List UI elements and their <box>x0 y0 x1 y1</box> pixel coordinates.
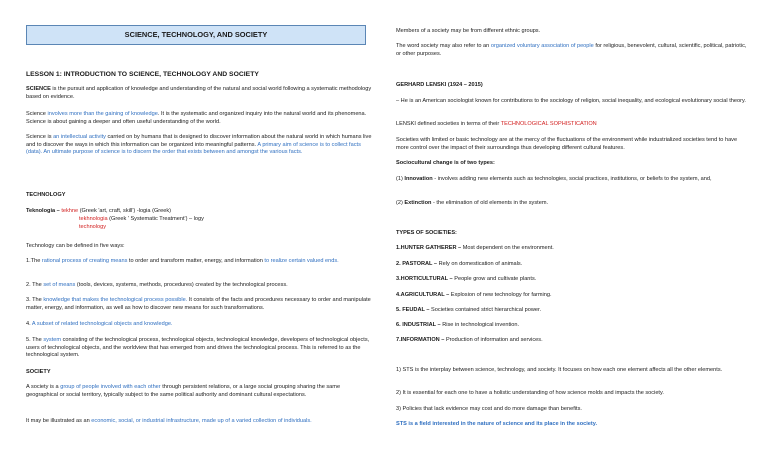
society-type-item <box>396 245 748 253</box>
society-type-desc: Societies contained strict hierarchical power. <box>429 307 542 313</box>
lenski-societies: Societies with limited or basic technology are at the mercy of the fluctuations of the environment while industrialized societies tend to have more control over the impact of their surroundings thus developing different cultural features. <box>396 137 738 151</box>
text-run: The word society may also refer to an <box>396 43 491 49</box>
text-run: 1.The <box>26 258 42 264</box>
highlight-run: involves more than the gaining of knowledge <box>47 111 158 117</box>
science-paragraph-2 <box>26 111 372 126</box>
society-type-name: 4.AGRICULTURAL – <box>396 292 450 298</box>
highlight-run: economic, social, or industrial infrastructure, made up of a varied collection of individuals. <box>91 418 312 424</box>
lesson-heading: LESSON 1: INTRODUCTION TO SCIENCE, TECHNOLOGY AND SOCIETY <box>26 71 259 78</box>
society-type-item <box>396 307 748 315</box>
technology-definition-3 <box>26 297 372 312</box>
society-type-desc: Production of information and services. <box>444 337 543 343</box>
word-society-text <box>396 43 748 58</box>
teknologia-etymology-2 <box>79 216 369 224</box>
text-run: (tools, devices, systems, methods, procedures) created by the technological process. <box>75 282 288 288</box>
science-term: SCIENCE <box>26 86 51 92</box>
lenski-bio: – He is an American sociologist known for contributions to the sociology of religion, social inequality, and ecological evolutionary social theory. <box>396 98 746 104</box>
text-run: (Greek ' Systematic Treatment') – logy <box>107 216 204 222</box>
text-run: to order and transform matter, energy, and information <box>127 258 265 264</box>
society-type-name: 7.INFORMATION – <box>396 337 445 343</box>
highlight-run: rational process of creating means <box>41 258 128 264</box>
highlight-run: set of means <box>43 282 76 288</box>
sts-field-statement: STS is a field interested in the nature of science and its place in the society. <box>396 421 598 427</box>
society-type-name: 1.HUNTER GATHERER – <box>396 245 462 251</box>
text-run: (Greek 'art, craft, skill') -logia (Greek) <box>78 208 172 214</box>
text-run: through persistent relations, or a large social grouping sharing the same geographical or social territory, typically subject to the same political authority and dominant cultural expectations. <box>26 384 341 398</box>
change-innovation <box>396 176 748 184</box>
teknologia-term: Teknologia – <box>26 208 60 214</box>
teknologia-etymology-1 <box>26 208 372 216</box>
highlight-run: group of people involved with each other <box>60 384 161 390</box>
text-run: Science <box>26 111 48 117</box>
society-type-name: 3.HORTICULTURAL – <box>396 276 453 282</box>
highlight-run: A subset of related technological objects and knowledge. <box>31 321 173 327</box>
document-title: SCIENCE, TECHNOLOGY, AND SOCIETY <box>124 30 268 39</box>
society-type-item <box>396 322 748 330</box>
text-run: (2) <box>396 200 405 206</box>
etymology-word: tekhnologia <box>79 216 108 222</box>
technology-definition-1 <box>26 258 372 266</box>
types-heading: TYPES OF SOCIETIES: <box>396 230 457 236</box>
highlight-run: system <box>43 337 62 343</box>
text-run: A society is a <box>26 384 61 390</box>
etymology-word: tekhne <box>61 208 79 214</box>
highlight-run: an intellectual activity <box>53 134 106 140</box>
text-run: Science is <box>26 134 54 140</box>
text-run: - the elimination of old elements in the system. <box>431 200 549 206</box>
text-run: 3. The <box>26 297 44 303</box>
society-definition-2 <box>26 418 372 426</box>
society-type-item <box>396 337 748 345</box>
society-type-item <box>396 292 748 300</box>
society-type-name: 5. FEUDAL – <box>396 307 430 313</box>
society-type-desc: Rely on domestication of animals. <box>437 261 523 267</box>
members-text: Members of a society may be from different ethnic groups. <box>396 28 541 34</box>
society-type-item <box>396 276 748 284</box>
society-type-desc: Rise in technological invention. <box>440 322 520 328</box>
society-definition-1 <box>26 384 372 399</box>
society-type-name: 2. PASTORAL – <box>396 261 438 267</box>
technology-intro: Technology can be defined in five ways: <box>26 243 125 249</box>
text-run: carried on by humans that is designed to discover information about the natural world in which humans live and to discover the ways in which this information can be organized into meaningful patterns. <box>26 134 372 148</box>
society-heading: SOCIETY <box>26 369 51 375</box>
society-type-item <box>396 261 748 269</box>
highlight-run: to realize certain valued ends. <box>264 258 339 264</box>
technology-definition-2 <box>26 282 372 290</box>
sts-point-3: 3) Policies that lack evidence may cost and do more damage than benefits. <box>396 406 582 412</box>
text-run: - involves adding new elements such as technologies, social practices, institutions, or beliefs to the system, and, <box>432 176 712 182</box>
document-title-box <box>26 25 366 45</box>
technology-definition-4 <box>26 321 372 329</box>
sts-point-2: 2) It is essential for each one to have a holistic understanding of how science molds and impacts the society. <box>396 390 664 396</box>
technology-definition-5 <box>26 337 372 360</box>
sociocultural-heading: Sociocultural change is of two types: <box>396 160 495 166</box>
society-type-name: 6. INDUSTRIAL – <box>396 322 441 328</box>
lenski-definition <box>396 121 748 129</box>
change-term: Innovation <box>404 176 433 182</box>
text-run: It may be illustrated as an <box>26 418 92 424</box>
text-run: for religious, benevolent, cultural, scientific, political, patriotic, or other purposes. <box>396 43 747 57</box>
society-type-desc: People grow and cultivate plants. <box>452 276 537 282</box>
text-run: . It is the systematic and organized inquiry into the natural world and its phenomena. Science is about gaining a deeper and often useful understanding of the world. <box>26 111 367 125</box>
text-run: LENSKI defined societies in terms of their <box>396 121 501 127</box>
technology-heading: TECHNOLOGY <box>26 192 66 198</box>
highlight-run: knowledge that makes the technological process possible. <box>43 297 188 303</box>
teknologia-etymology-3: technology <box>79 224 107 230</box>
text-run: 5. The <box>26 337 44 343</box>
highlight-run: organized voluntary association of people <box>490 43 594 49</box>
society-type-desc: Explosion of new technology for farming. <box>449 292 552 298</box>
text-run: 4. <box>26 321 32 327</box>
science-paragraph-3 <box>26 134 372 157</box>
highlight-run: A primary aim of science is to collect facts (data). An ultimate purpose of science is to discern the order that exists between and amongst the various facts. <box>26 141 361 156</box>
text-run: It consists of the facts and procedures necessary to order and manipulate matter, energy, and information, as well as how to discover new means for such transformations. <box>26 297 371 311</box>
lenski-heading: GERHARD LENSKI (1924 – 2015) <box>396 82 483 88</box>
change-term: Extinction <box>404 200 432 206</box>
science-definition-text: is the pursuit and application of knowledge and understanding of the natural and social world following a systematic methodology based on evidence. <box>26 86 372 100</box>
society-type-desc: Most dependent on the environment. <box>461 245 554 251</box>
sts-point-1: 1) STS is the interplay between science, technology, and society. It focuses on how each one element affects all the other elements. <box>396 367 723 373</box>
text-run: 2. The <box>26 282 44 288</box>
text-run: consisting of the technological process, technological objects, technological knowledge, developers of technological objects, users of technological objects, and the worldview that has emerged from and drives the technological process. This is referred to as the technological system. <box>26 337 370 359</box>
highlight-run: TECHNOLOGICAL SOPHISTICATION <box>500 121 597 127</box>
text-run: (1) <box>396 176 405 182</box>
science-definition <box>26 86 372 101</box>
change-extinction <box>396 200 748 208</box>
